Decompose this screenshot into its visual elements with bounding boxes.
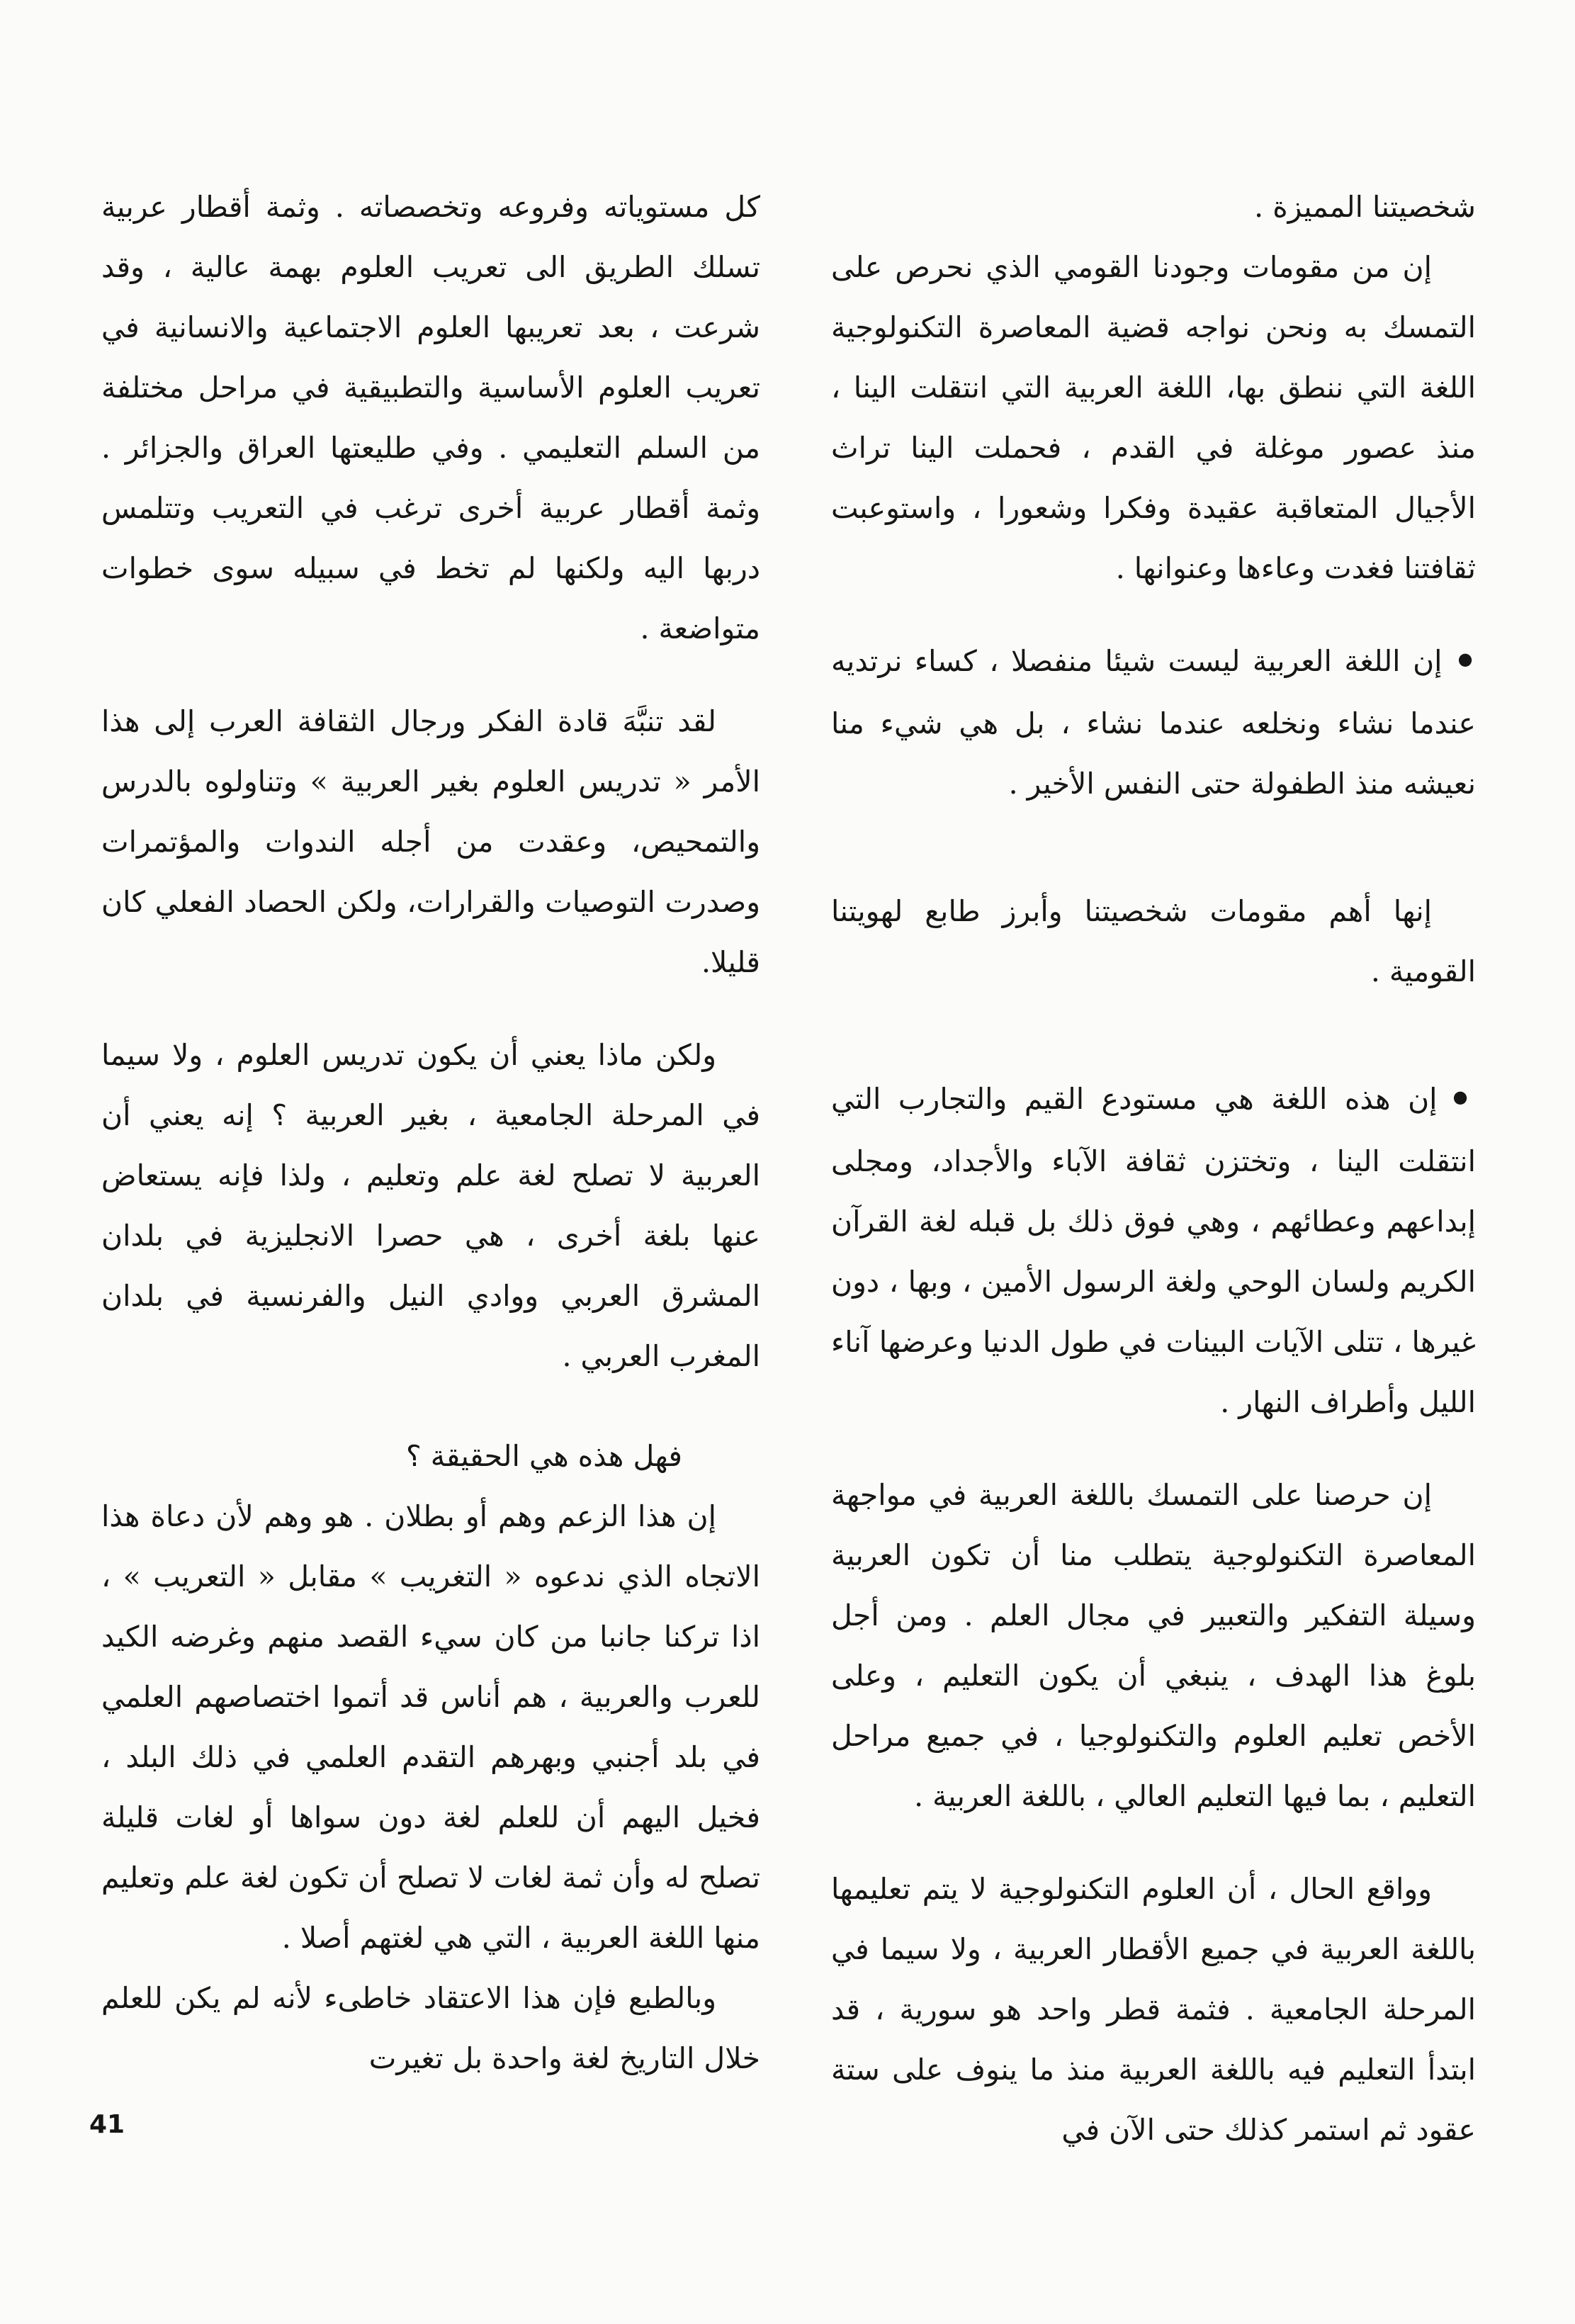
paragraph-continuation: شخصيتنا المميزة . [1254,190,1476,224]
bullet-text: إن اللغة العربية ليست شيئا منفصلا ، كساء نرتديه عندما نشاء ونخلعه عندما نشاء ، بل هي شيء منا نعيشه منذ الطفولة حتى النفس الأخير . [831,644,1476,801]
paragraph: وواقع الحال ، أن العلوم التكنولوجية لا يتم تعليمها باللغة العربية في جميع الأقطار العربية ، ولا سيما في المرحلة الجامعية . فثمة قطر واحد هو سورية ، قد ابتدأ التعليم فيه باللغة العربية منذ ما ينوف على ستة عقود ثم استمر كذلك حتى الآن في [831,1872,1476,2147]
paragraph: وبالطبع فإن هذا الاعتقاد خاطىء لأنه لم يكن للعلم خلال التاريخ لغة واحدة بل تغيرت [101,1981,760,2075]
right-column [831,177,1476,2160]
paragraph: إن هذا الزعم وهم أو بطلان . هو وهم لأن دعاة هذا الاتجاه الذي ندعوه « التغريب » مقابل « التعريب » ، اذا تركنا جانبا من كان سيء القصد منهم وغرضه الكيد للعرب والعربية ، هم أناس قد أتموا اختصاصهم العلمي في بلد أجنبي وبهرهم التقدم العلمي في ذلك البلد ، فخيل اليهم أن للعلم لغة دون سواها أو لغات قليلة تصلح له وأن ثمة لغات لا تصلح أن تكون لغة علم وتعليم منها اللغة العربية ، التي هي لغتهم أصلا . [101,1499,760,1955]
page-number: 41 [89,2110,125,2139]
paragraph-continuation: كل مستوياته وفروعه وتخصصاته . وثمة أقطار عربية تسلك الطريق الى تعريب العلوم بهمة عالية ، وقد شرعت ، بعد تعريبها العلوم الاجتماعية والانسانية في تعريب العلوم الأساسية والتطبيقية في مراحل مختلفة من السلم التعليمي . وفي طليعتها العراق والجزائر . وثمة أقطار عربية أخرى ترغب في التعريب وتتلمس دربها اليه ولكنها لم تخط في سبيله سوى خطوات متواضعة . [101,190,760,645]
paragraph: إن حرصنا على التمسك باللغة العربية في مواجهة المعاصرة التكنولوجية يتطلب منا أن تكون العربية وسيلة التفكير والتعبير في مجال العلم . ومن أجل بلوغ هذا الهدف ، ينبغي أن يكون التعليم ، وعلى الأخص تعليم العلوم والتكنولوجيا ، في جميع مراحل التعليم ، بما فيها التعليم العالي ، باللغة العربية . [831,1478,1476,1813]
bullet-paragraph [831,631,1476,814]
paragraph: إنها أهم مقومات شخصيتنا وأبرز طابع لهويتنا القومية . [831,894,1476,988]
paragraph: إن من مقومات وجودنا القومي الذي نحرص على التمسك به ونحن نواجه قضية المعاصرة التكنولوجية اللغة التي ننطق بها، اللغة العربية التي انتقلت الينا ، منذ عصور موغلة في القدم ، فحملت الينا تراث الأجيال المتعاقبة عقيدة وفكرا وشعورا ، واستوعبت ثقافتنا فغدت وعاءها وعنوانها . [831,250,1476,585]
left-column [101,177,760,2089]
bullet-text: إن هذه اللغة هي مستودع القيم والتجارب التي انتقلت الينا ، وتختزن ثقافة الآباء والأجداد، ومجلى إبداعهم وعطائهم ، وهي فوق ذلك بل قبله لغة القرآن الكريم ولسان الوحي ولغة الرسول الأمين ، وبها ، دون غيرها ، تتلى الآيات البينات في طول الدنيا وعرضها آناء الليل وأطراف النهار . [831,1082,1476,1419]
paragraph: لقد تنبَّهَ قادة الفكر ورجال الثقافة العرب إلى هذا الأمر « تدريس العلوم بغير العربية » وتناولوه بالدرس والتمحيص، وعقدت من أجله الندوات والمؤتمرات وصدرت التوصيات والقرارات، ولكن الحصاد الفعلي كان قليلا. [101,704,760,979]
paragraph: ولكن ماذا يعني أن يكون تدريس العلوم ، ولا سيما في المرحلة الجامعية ، بغير العربية ؟ إنه يعني أن العربية لا تصلح لغة علم وتعليم ، ولذا فإنه يستعاض عنها بلغة أخرى ، هي حصرا الانجليزية في بلدان المشرق العربي ووادي النيل والفرنسية في بلدان المغرب العربي . [101,1038,760,1373]
bullet-paragraph [831,1069,1476,1433]
section-question: فهل هذه هي الحقيقة ؟ [405,1439,682,1473]
